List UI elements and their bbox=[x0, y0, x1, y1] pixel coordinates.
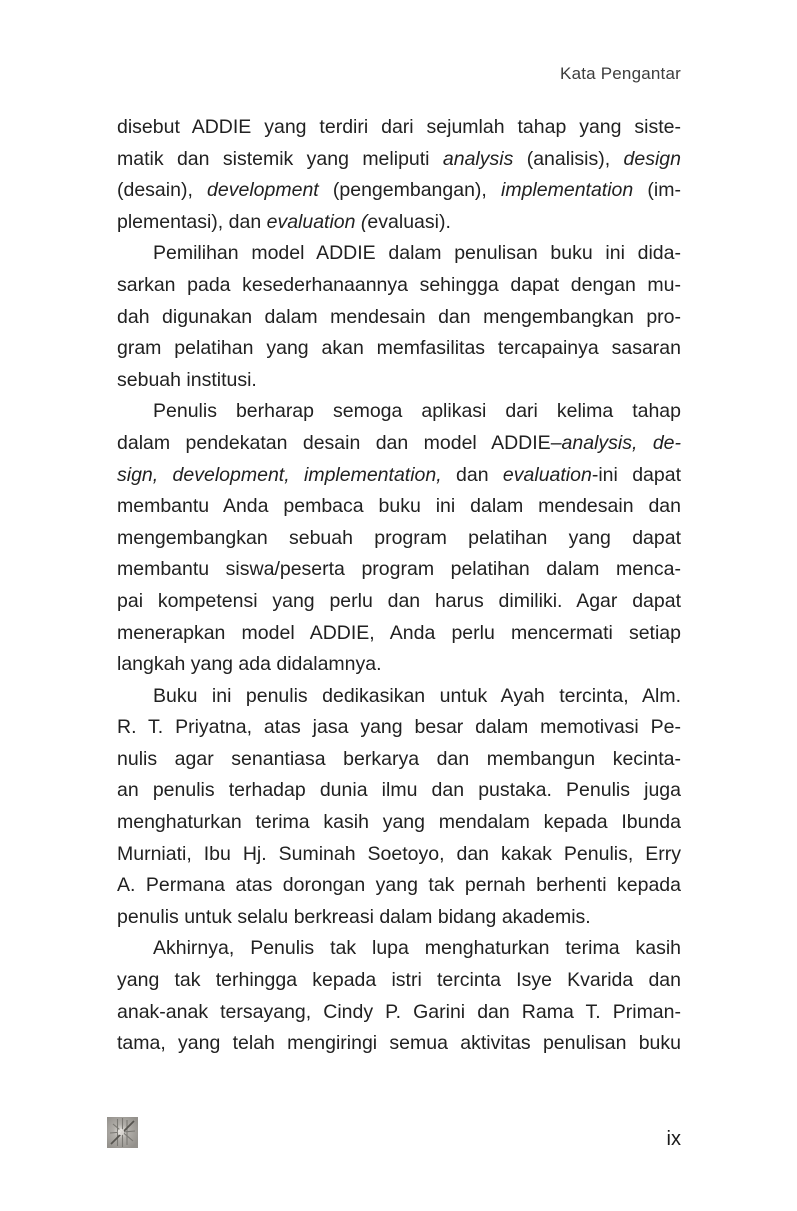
text-segment: tama, yang telah mengiringi semua aktivitas penulisan buku bbox=[117, 1032, 681, 1055]
text-segment: (im- bbox=[633, 179, 681, 202]
text-line bbox=[117, 965, 681, 997]
text-segment: Murniati, Ibu Hj. Suminah Soetoyo, dan kakak Penulis, Erry bbox=[117, 842, 681, 865]
text-segment: plementasi), dan bbox=[117, 210, 267, 233]
text-segment: dalam pendekatan desain dan model ADDIE– bbox=[117, 431, 562, 454]
text-line bbox=[117, 775, 681, 807]
text-segment: penulis untuk selalu berkreasi dalam bidang akademis. bbox=[117, 905, 591, 928]
text-segment: anak-anak tersayang, Cindy P. Garini dan Rama T. Priman- bbox=[117, 1000, 681, 1023]
text-segment: gram pelatihan yang akan memfasilitas tercapainya sasaran bbox=[117, 337, 681, 360]
text-line bbox=[117, 428, 681, 460]
text-segment: menghaturkan terima kasih yang mendalam kepada Ibunda bbox=[117, 811, 681, 834]
text-line bbox=[117, 396, 681, 428]
text-segment: design bbox=[623, 147, 681, 170]
text-segment: mengembangkan sebuah program pelatihan yang dapat bbox=[117, 526, 681, 549]
text-segment: evaluasi). bbox=[367, 210, 451, 233]
text-segment: nulis agar senantiasa berkarya dan membangun kecinta- bbox=[117, 747, 681, 770]
text-segment: evaluation bbox=[502, 463, 592, 486]
text-line bbox=[117, 681, 681, 713]
text-line bbox=[117, 586, 681, 618]
text-line bbox=[117, 302, 681, 334]
text-line bbox=[117, 1028, 681, 1060]
text-line bbox=[117, 933, 681, 965]
text-segment: sign, development, implementation, bbox=[117, 463, 442, 486]
text-segment: membantu siswa/peserta program pelatihan dalam menca- bbox=[117, 558, 681, 581]
text-line bbox=[117, 839, 681, 871]
text-segment: disebut ADDIE yang terdiri dari sejumlah tahap yang siste- bbox=[117, 116, 681, 138]
text-segment: -ini dapat bbox=[591, 463, 681, 486]
text-segment: langkah yang ada didalamnya. bbox=[117, 653, 382, 676]
text-line bbox=[117, 554, 681, 586]
text-segment: development bbox=[207, 179, 319, 202]
text-segment: dah digunakan dalam mendesain dan mengembangkan pro- bbox=[117, 305, 681, 328]
text-line bbox=[117, 460, 681, 492]
page-body-text bbox=[117, 112, 681, 1060]
text-segment: (pengembangan), bbox=[318, 179, 502, 202]
text-line bbox=[117, 807, 681, 839]
text-segment: an penulis terhadap dunia ilmu dan pustaka. Penulis juga bbox=[117, 779, 681, 802]
text-line bbox=[117, 270, 681, 302]
text-line bbox=[117, 712, 681, 744]
text-segment: (analisis), bbox=[513, 147, 624, 170]
text-segment: implementation bbox=[501, 179, 634, 202]
text-line bbox=[117, 997, 681, 1029]
text-line bbox=[117, 744, 681, 776]
text-line bbox=[117, 238, 681, 270]
text-line bbox=[117, 870, 681, 902]
page-number: ix bbox=[666, 1128, 681, 1150]
text-segment: evaluation ( bbox=[266, 210, 368, 233]
text-line bbox=[117, 649, 681, 681]
text-segment: matik dan sistemik yang meliputi bbox=[117, 147, 443, 170]
text-line bbox=[117, 333, 681, 365]
text-line bbox=[117, 207, 681, 239]
text-segment: dan bbox=[441, 463, 503, 486]
text-segment: yang tak terhingga kepada istri tercinta Isye Kvarida dan bbox=[117, 969, 681, 992]
text-segment: Akhirnya, Penulis tak lupa menghaturkan terima kasih bbox=[153, 937, 681, 960]
text-line bbox=[117, 144, 681, 176]
text-segment: sarkan pada kesederhanaannya sehingga dapat dengan mu- bbox=[117, 273, 681, 296]
text-line bbox=[117, 175, 681, 207]
text-segment: R. T. Priyatna, atas jasa yang besar dalam memotivasi Pe- bbox=[117, 716, 681, 739]
text-segment: Pemilihan model ADDIE dalam penulisan buku ini dida- bbox=[153, 242, 681, 265]
text-segment: A. Permana atas dorongan yang tak pernah berhenti kepada bbox=[117, 874, 681, 897]
text-segment: (desain), bbox=[117, 179, 208, 202]
text-segment: analysis, de- bbox=[561, 431, 682, 454]
text-segment: sebuah institusi. bbox=[117, 368, 257, 391]
text-segment: membantu Anda pembaca buku ini dalam mendesain dan bbox=[117, 495, 681, 518]
text-line bbox=[117, 112, 681, 144]
text-segment: Buku ini penulis dedikasikan untuk Ayah tercinta, Alm. bbox=[153, 684, 681, 707]
text-line bbox=[117, 523, 681, 555]
text-line bbox=[117, 491, 681, 523]
text-segment: menerapkan model ADDIE, Anda perlu mencermati setiap bbox=[117, 621, 681, 644]
text-line bbox=[117, 365, 681, 397]
text-segment: pai kompetensi yang perlu dan harus dimiliki. Agar dapat bbox=[117, 589, 681, 612]
text-segment: Penulis berharap semoga aplikasi dari kelima tahap bbox=[153, 400, 681, 423]
text-segment: analysis bbox=[442, 147, 514, 170]
running-header: Kata Pengantar bbox=[560, 64, 681, 83]
text-line bbox=[117, 618, 681, 650]
text-line bbox=[117, 902, 681, 934]
